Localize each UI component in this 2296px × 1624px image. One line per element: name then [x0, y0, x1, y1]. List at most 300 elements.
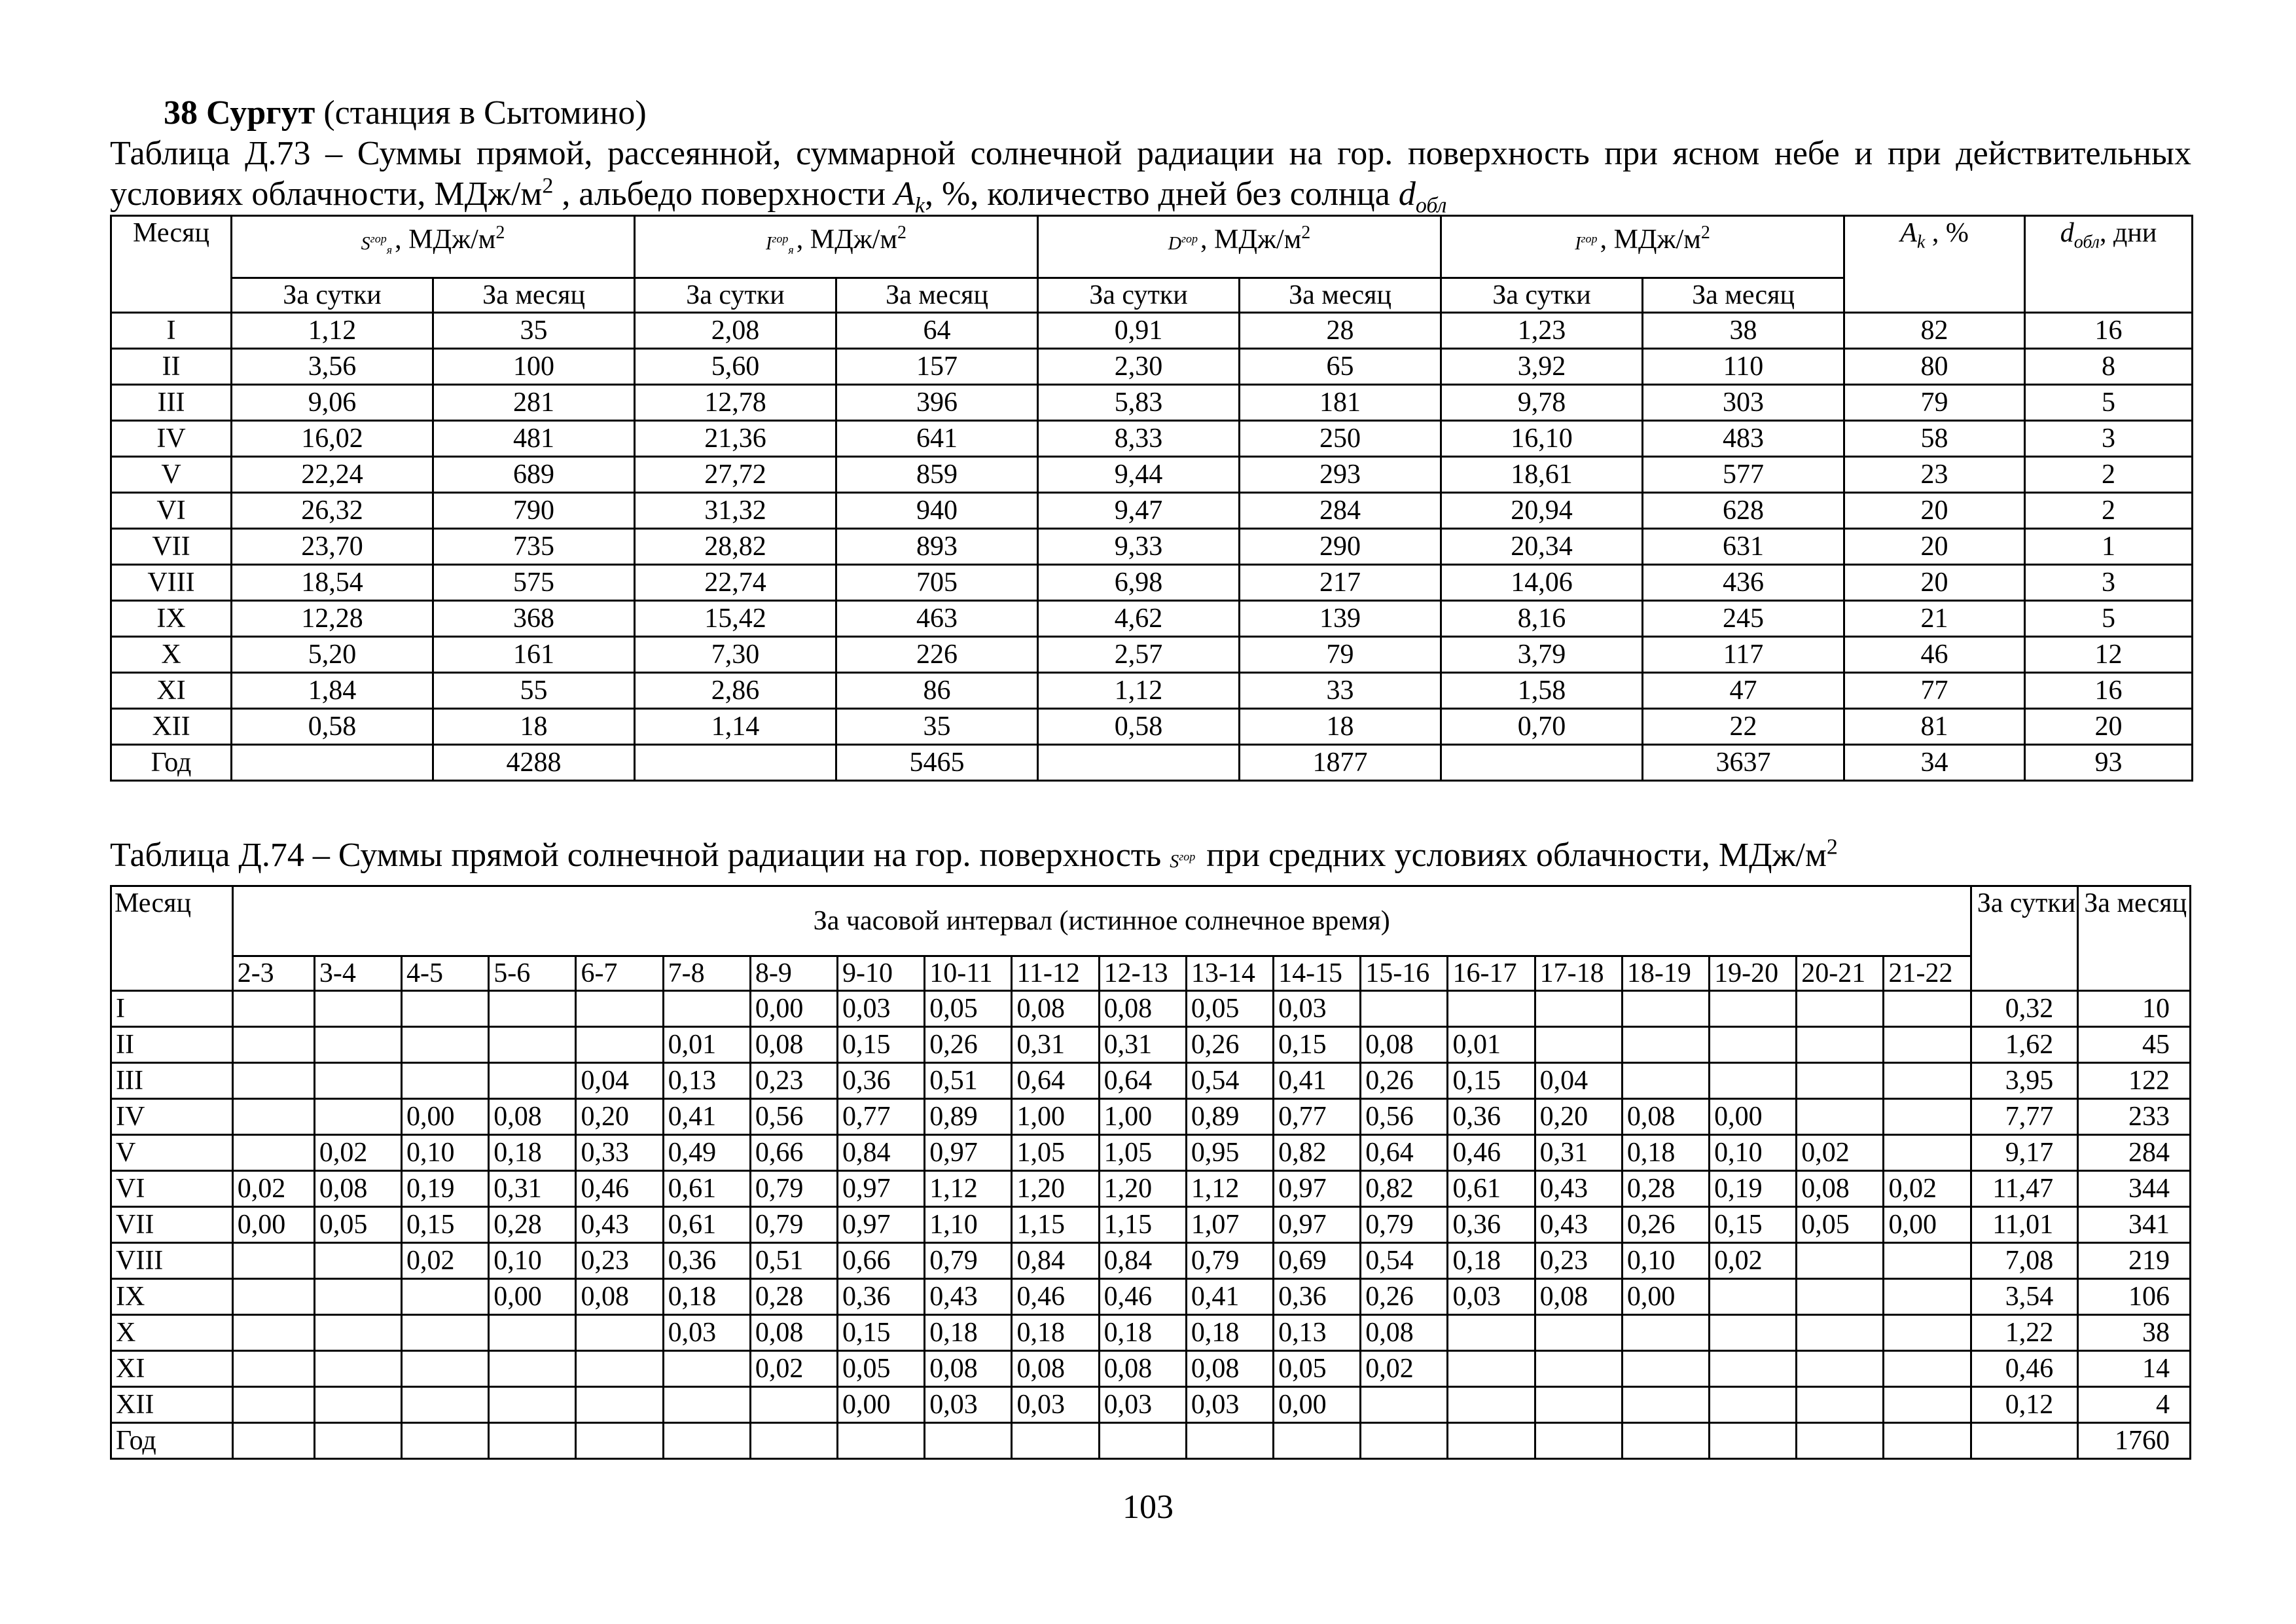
interval-value-cell: 0,00	[232, 1207, 314, 1243]
interval-value-cell: 0,43	[576, 1207, 663, 1243]
interval-value-cell	[838, 1423, 925, 1459]
interval-value-cell	[1622, 1387, 1709, 1423]
interval-value-cell	[576, 1423, 663, 1459]
interval-value-cell: 0,54	[1361, 1243, 1448, 1279]
interval-value-cell	[1535, 1351, 1622, 1387]
month-cell: Год	[111, 1423, 233, 1459]
value-cell: 18,54	[232, 565, 433, 601]
value-cell: 79	[1844, 385, 2025, 421]
table-row	[111, 1315, 2191, 1351]
interval-value-cell	[1797, 1099, 1884, 1135]
interval-value-cell: 1,20	[1012, 1171, 1099, 1207]
value-cell: 290	[1240, 529, 1441, 565]
interval-value-cell: 0,28	[750, 1279, 837, 1315]
interval-value-cell: 0,97	[1274, 1207, 1361, 1243]
month-cell: III	[111, 385, 232, 421]
interval-value-cell	[663, 1351, 750, 1387]
value-cell: 1,58	[1441, 673, 1643, 709]
table-row	[111, 421, 2193, 457]
interval-label: 20-21	[1797, 956, 1884, 991]
table-row	[111, 1351, 2191, 1387]
group-header	[1038, 216, 1441, 278]
radiation-symbol	[361, 232, 393, 257]
value-cell: 1,23	[1441, 313, 1643, 349]
interval-value-cell: 0,08	[925, 1351, 1012, 1387]
value-cell: 23	[1844, 457, 2025, 493]
table-row	[111, 673, 2193, 709]
interval-value-cell: 0,43	[925, 1279, 1012, 1315]
interval-value-cell: 0,10	[1622, 1243, 1709, 1279]
interval-value-cell	[489, 1315, 576, 1351]
value-cell: 735	[433, 529, 635, 565]
interval-value-cell: 0,41	[1186, 1279, 1273, 1315]
interval-value-cell	[576, 1027, 663, 1063]
interval-value-cell: 0,95	[1186, 1135, 1273, 1171]
interval-value-cell: 0,18	[1186, 1315, 1273, 1351]
interval-value-cell: 1,05	[1012, 1135, 1099, 1171]
table-row	[111, 565, 2193, 601]
interval-value-cell: 0,82	[1361, 1171, 1448, 1207]
interval-value-cell	[232, 1423, 314, 1459]
value-cell: 705	[836, 565, 1038, 601]
table-row	[111, 1387, 2191, 1423]
interval-value-cell: 0,20	[1535, 1099, 1622, 1135]
value-cell: 21	[1844, 601, 2025, 637]
per-month-value: 14	[2078, 1351, 2191, 1387]
interval-label: 13-14	[1186, 956, 1273, 991]
value-cell: 2,57	[1038, 637, 1240, 673]
interval-value-cell: 1,15	[1099, 1207, 1186, 1243]
symbol-letter: D	[1168, 234, 1181, 254]
value-cell: 5,83	[1038, 385, 1240, 421]
value-cell: 20	[1844, 565, 2025, 601]
value-cell: 1,12	[232, 313, 433, 349]
interval-value-cell	[402, 1423, 489, 1459]
interval-value-cell	[314, 1027, 401, 1063]
per-day-value: 11,47	[1971, 1171, 2077, 1207]
unit-sup: 2	[1301, 223, 1311, 243]
value-cell	[1038, 745, 1240, 781]
table-row	[111, 745, 2193, 781]
caption-d-sub: обл	[1415, 193, 1447, 218]
table-row	[111, 709, 2193, 745]
month-cell: XII	[111, 709, 232, 745]
interval-value-cell: 0,64	[1012, 1063, 1099, 1099]
unit-label: , МДж/м	[395, 225, 496, 255]
month-cell: VIII	[111, 565, 232, 601]
interval-value-cell: 0,46	[576, 1171, 663, 1207]
interval-value-cell	[925, 1423, 1012, 1459]
month-cell: IV	[111, 421, 232, 457]
value-cell: 22,74	[635, 565, 836, 601]
value-cell	[232, 745, 433, 781]
interval-value-cell	[314, 1387, 401, 1423]
interval-label: 12-13	[1099, 956, 1186, 991]
value-cell: 22,24	[232, 457, 433, 493]
interval-value-cell: 0,79	[1361, 1207, 1448, 1243]
caption-superscript: 2	[542, 173, 554, 198]
interval-value-cell: 0,19	[1710, 1171, 1797, 1207]
interval-value-cell	[750, 1387, 837, 1423]
interval-value-cell	[489, 991, 576, 1027]
interval-value-cell	[489, 1351, 576, 1387]
value-cell: 5,60	[635, 349, 836, 385]
unit-label: , МДж/м	[1600, 225, 1701, 255]
interval-value-cell	[1797, 991, 1884, 1027]
interval-value-cell: 0,10	[1710, 1135, 1797, 1171]
interval-value-cell	[1535, 991, 1622, 1027]
radiation-symbol	[766, 232, 794, 257]
interval-value-cell: 0,26	[1361, 1063, 1448, 1099]
group-header	[635, 216, 1038, 278]
per-month-value: 106	[2078, 1279, 2191, 1315]
value-cell: 65	[1240, 349, 1441, 385]
interval-value-cell	[1710, 1063, 1797, 1099]
interval-label: 18-19	[1622, 956, 1709, 991]
interval-value-cell: 0,97	[838, 1171, 925, 1207]
value-cell: 631	[1643, 529, 1844, 565]
interval-value-cell: 0,04	[1535, 1063, 1622, 1099]
value-cell: 4,62	[1038, 601, 1240, 637]
interval-label: 7-8	[663, 956, 750, 991]
interval-value-cell: 0,89	[925, 1099, 1012, 1135]
table-row	[111, 1135, 2191, 1171]
interval-value-cell: 0,10	[402, 1135, 489, 1171]
value-cell: 1,84	[232, 673, 433, 709]
value-cell: 16,02	[232, 421, 433, 457]
month-cell: VII	[111, 1207, 233, 1243]
interval-value-cell	[314, 1351, 401, 1387]
value-cell: 8,16	[1441, 601, 1643, 637]
interval-value-cell	[1710, 1027, 1797, 1063]
value-cell: 12	[2025, 637, 2193, 673]
interval-value-cell: 0,43	[1535, 1171, 1622, 1207]
interval-value-cell: 0,64	[1099, 1063, 1186, 1099]
value-cell: 181	[1240, 385, 1441, 421]
value-cell: 12,28	[232, 601, 433, 637]
value-cell: 641	[836, 421, 1038, 457]
interval-value-cell: 0,97	[1274, 1171, 1361, 1207]
interval-value-cell	[1797, 1387, 1884, 1423]
table-row	[111, 1279, 2191, 1315]
value-cell: 46	[1844, 637, 2025, 673]
month-cell: VII	[111, 529, 232, 565]
caption-s-letter: S	[1170, 852, 1179, 872]
radiation-symbol	[1168, 234, 1198, 254]
interval-value-cell	[402, 1279, 489, 1315]
interval-value-cell	[663, 1423, 750, 1459]
interval-value-cell: 1,20	[1099, 1171, 1186, 1207]
interval-value-cell: 0,56	[1361, 1099, 1448, 1135]
interval-value-cell: 0,03	[925, 1387, 1012, 1423]
interval-value-cell: 0,01	[1448, 1027, 1535, 1063]
interval-value-cell	[1884, 1099, 1971, 1135]
interval-value-cell	[1884, 1027, 1971, 1063]
interval-value-cell: 0,84	[838, 1135, 925, 1171]
symbol-sup: гор	[1581, 232, 1598, 245]
table73-caption	[110, 134, 2191, 218]
interval-value-cell: 0,89	[1186, 1099, 1273, 1135]
interval-value-cell	[1797, 1243, 1884, 1279]
interval-value-cell	[1884, 1387, 1971, 1423]
interval-value-cell	[489, 1423, 576, 1459]
value-cell: 14,06	[1441, 565, 1643, 601]
value-cell: 2,30	[1038, 349, 1240, 385]
interval-value-cell: 0,31	[1535, 1135, 1622, 1171]
symbol-sup: гор	[772, 232, 789, 245]
caption-s-symbol	[1170, 852, 1195, 872]
interval-value-cell	[1448, 1423, 1535, 1459]
value-cell: 2,08	[635, 313, 836, 349]
interval-label: 8-9	[750, 956, 837, 991]
value-cell: 689	[433, 457, 635, 493]
month-cell: II	[111, 349, 232, 385]
interval-value-cell: 0,15	[838, 1315, 925, 1351]
value-cell: 3,92	[1441, 349, 1643, 385]
table74-caption	[110, 835, 2191, 881]
interval-value-cell	[489, 1027, 576, 1063]
interval-value-cell: 0,04	[576, 1063, 663, 1099]
interval-value-cell: 0,15	[838, 1027, 925, 1063]
albedo-header	[1844, 216, 2025, 313]
value-cell: 47	[1643, 673, 1844, 709]
value-cell: 3,79	[1441, 637, 1643, 673]
interval-value-cell: 1,00	[1012, 1099, 1099, 1135]
interval-value-cell: 0,18	[1448, 1243, 1535, 1279]
interval-value-cell	[1797, 1351, 1884, 1387]
unit-label: , МДж/м	[1200, 225, 1302, 255]
symbol-sub: я	[788, 243, 794, 257]
per-month-value: 1760	[2078, 1423, 2191, 1459]
interval-value-cell: 0,23	[750, 1063, 837, 1099]
value-cell: 157	[836, 349, 1038, 385]
interval-value-cell	[1884, 1243, 1971, 1279]
value-cell: 82	[1844, 313, 2025, 349]
interval-value-cell: 0,03	[1448, 1279, 1535, 1315]
value-cell: 12,78	[635, 385, 836, 421]
interval-value-cell	[1710, 1279, 1797, 1315]
value-cell: 226	[836, 637, 1038, 673]
interval-value-cell: 0,19	[402, 1171, 489, 1207]
per-day-value: 3,54	[1971, 1279, 2077, 1315]
value-cell: 1,12	[1038, 673, 1240, 709]
interval-value-cell	[1797, 1279, 1884, 1315]
interval-value-cell	[1797, 1423, 1884, 1459]
per-day-value: 7,77	[1971, 1099, 2077, 1135]
interval-value-cell: 0,02	[402, 1243, 489, 1279]
interval-value-cell: 0,61	[1448, 1171, 1535, 1207]
interval-value-cell: 0,79	[1186, 1243, 1273, 1279]
value-cell: 790	[433, 493, 635, 529]
interval-label: 21-22	[1884, 956, 1971, 991]
days-sub: обл	[2073, 232, 2100, 253]
symbol-sup: гор	[1181, 232, 1198, 245]
interval-value-cell: 0,00	[1710, 1099, 1797, 1135]
value-cell: 5465	[836, 745, 1038, 781]
interval-value-cell: 0,28	[489, 1207, 576, 1243]
value-cell: 2,86	[635, 673, 836, 709]
month-cell: XII	[111, 1387, 233, 1423]
interval-value-cell	[1884, 1279, 1971, 1315]
table-row	[111, 1099, 2191, 1135]
interval-value-cell: 0,66	[838, 1243, 925, 1279]
value-cell: 38	[1643, 313, 1844, 349]
albedo-unit: , %	[1925, 218, 1969, 248]
interval-value-cell	[1884, 1315, 1971, 1351]
interval-value-cell	[402, 1351, 489, 1387]
interval-value-cell: 0,05	[1797, 1207, 1884, 1243]
interval-value-cell: 0,41	[663, 1099, 750, 1135]
interval-value-cell	[1622, 1027, 1709, 1063]
interval-value-cell	[1797, 1063, 1884, 1099]
value-cell: 77	[1844, 673, 2025, 709]
value-cell	[635, 745, 836, 781]
interval-value-cell: 0,15	[1710, 1207, 1797, 1243]
value-cell: 81	[1844, 709, 2025, 745]
interval-value-cell: 0,02	[750, 1351, 837, 1387]
value-cell: 117	[1643, 637, 1844, 673]
interval-value-cell: 0,18	[1099, 1315, 1186, 1351]
interval-value-cell: 0,08	[1361, 1315, 1448, 1351]
table-row	[111, 349, 2193, 385]
value-cell: 293	[1240, 457, 1441, 493]
table-row	[111, 1243, 2191, 1279]
value-cell: 26,32	[232, 493, 433, 529]
interval-value-cell: 0,51	[925, 1063, 1012, 1099]
value-cell: 577	[1643, 457, 1844, 493]
value-cell: 86	[836, 673, 1038, 709]
caption-text-albedo: , альбедо поверхности	[553, 175, 895, 213]
month-cell: I	[111, 991, 233, 1027]
interval-value-cell: 0,03	[1186, 1387, 1273, 1423]
per-day-header: За сутки	[1038, 278, 1240, 313]
interval-value-cell: 0,08	[1535, 1279, 1622, 1315]
per-month-header: За месяц	[836, 278, 1038, 313]
value-cell: 34	[1844, 745, 2025, 781]
per-month-value: 344	[2078, 1171, 2191, 1207]
interval-value-cell: 0,31	[1099, 1027, 1186, 1063]
per-month-value: 341	[2078, 1207, 2191, 1243]
interval-value-cell: 0,00	[402, 1099, 489, 1135]
unit-sup: 2	[495, 223, 505, 243]
per-month-label: За месяц	[2084, 888, 2187, 918]
interval-value-cell	[1186, 1423, 1273, 1459]
value-cell: 1877	[1240, 745, 1441, 781]
per-day-value: 11,01	[1971, 1207, 2077, 1243]
value-cell: 3,56	[232, 349, 433, 385]
value-cell: 303	[1643, 385, 1844, 421]
value-cell: 31,32	[635, 493, 836, 529]
value-cell: 463	[836, 601, 1038, 637]
value-cell: 575	[433, 565, 635, 601]
value-cell: 436	[1643, 565, 1844, 601]
value-cell: 22	[1643, 709, 1844, 745]
interval-value-cell: 0,00	[1274, 1387, 1361, 1423]
interval-value-cell	[232, 1027, 314, 1063]
value-cell: 9,47	[1038, 493, 1240, 529]
interval-value-cell: 0,18	[489, 1135, 576, 1171]
value-cell: 20	[1844, 493, 2025, 529]
value-cell: 80	[1844, 349, 2025, 385]
interval-value-cell: 0,00	[750, 991, 837, 1027]
days-unit: , дни	[2099, 218, 2157, 248]
interval-value-cell: 0,18	[1622, 1135, 1709, 1171]
value-cell: 217	[1240, 565, 1441, 601]
per-month-header: За месяц	[1643, 278, 1844, 313]
value-cell: 16	[2025, 313, 2193, 349]
interval-value-cell	[1797, 1027, 1884, 1063]
interval-value-cell: 0,08	[750, 1027, 837, 1063]
month-cell: IV	[111, 1099, 233, 1135]
caption-ak-sub: k	[914, 193, 925, 218]
interval-value-cell	[402, 1315, 489, 1351]
table-row	[111, 493, 2193, 529]
interval-value-cell	[232, 1315, 314, 1351]
table-row	[111, 601, 2193, 637]
interval-value-cell: 0,31	[1012, 1027, 1099, 1063]
interval-value-cell	[1622, 1063, 1709, 1099]
interval-value-cell: 0,41	[1274, 1063, 1361, 1099]
interval-value-cell: 1,00	[1099, 1099, 1186, 1135]
interval-value-cell: 0,46	[1012, 1279, 1099, 1315]
value-cell	[1441, 745, 1643, 781]
interval-value-cell: 0,08	[1099, 1351, 1186, 1387]
month-cell: IX	[111, 601, 232, 637]
interval-value-cell	[663, 991, 750, 1027]
value-cell: 940	[836, 493, 1038, 529]
interval-value-cell: 0,08	[1797, 1171, 1884, 1207]
interval-value-cell: 0,26	[1622, 1207, 1709, 1243]
month-cell: III	[111, 1063, 233, 1099]
interval-value-cell	[402, 1063, 489, 1099]
table-row	[111, 385, 2193, 421]
interval-value-cell	[1361, 1387, 1448, 1423]
table-d74	[110, 885, 2191, 1460]
month-cell: XI	[111, 673, 232, 709]
month-header: Месяц	[111, 216, 232, 313]
value-cell: 100	[433, 349, 635, 385]
interval-value-cell: 0,15	[1448, 1063, 1535, 1099]
table73-caption-text: Таблица Д.73 – Суммы прямой, рассеянной, суммарной солнечной радиации на гор. поверхность при ясном небе и при действительных условиях облачности, МДж/м	[110, 135, 2191, 213]
interval-value-cell	[663, 1387, 750, 1423]
interval-value-cell	[1012, 1423, 1099, 1459]
interval-value-cell: 0,13	[663, 1063, 750, 1099]
month-cell: VI	[111, 493, 232, 529]
value-cell: 79	[1240, 637, 1441, 673]
value-cell: 2	[2025, 457, 2193, 493]
interval-value-cell: 0,08	[1012, 991, 1099, 1027]
symbol-sup: гор	[370, 232, 387, 245]
caption-s-sup: гор	[1179, 850, 1196, 863]
interval-value-cell: 0,02	[1710, 1243, 1797, 1279]
interval-value-cell	[232, 1243, 314, 1279]
interval-value-cell	[1361, 991, 1448, 1027]
document-page	[110, 93, 2191, 1460]
interval-value-cell: 0,03	[1099, 1387, 1186, 1423]
value-cell: 481	[433, 421, 635, 457]
caption-d-symbol: d	[1398, 175, 1416, 213]
interval-value-cell: 0,03	[663, 1315, 750, 1351]
value-cell: 58	[1844, 421, 2025, 457]
month-cell: VI	[111, 1171, 233, 1207]
value-cell: 284	[1240, 493, 1441, 529]
interval-value-cell: 0,46	[1099, 1279, 1186, 1315]
per-month-header: За месяц	[1240, 278, 1441, 313]
interval-value-cell: 0,00	[838, 1387, 925, 1423]
interval-value-cell: 0,15	[1274, 1027, 1361, 1063]
value-cell: 368	[433, 601, 635, 637]
interval-value-cell: 0,33	[576, 1135, 663, 1171]
